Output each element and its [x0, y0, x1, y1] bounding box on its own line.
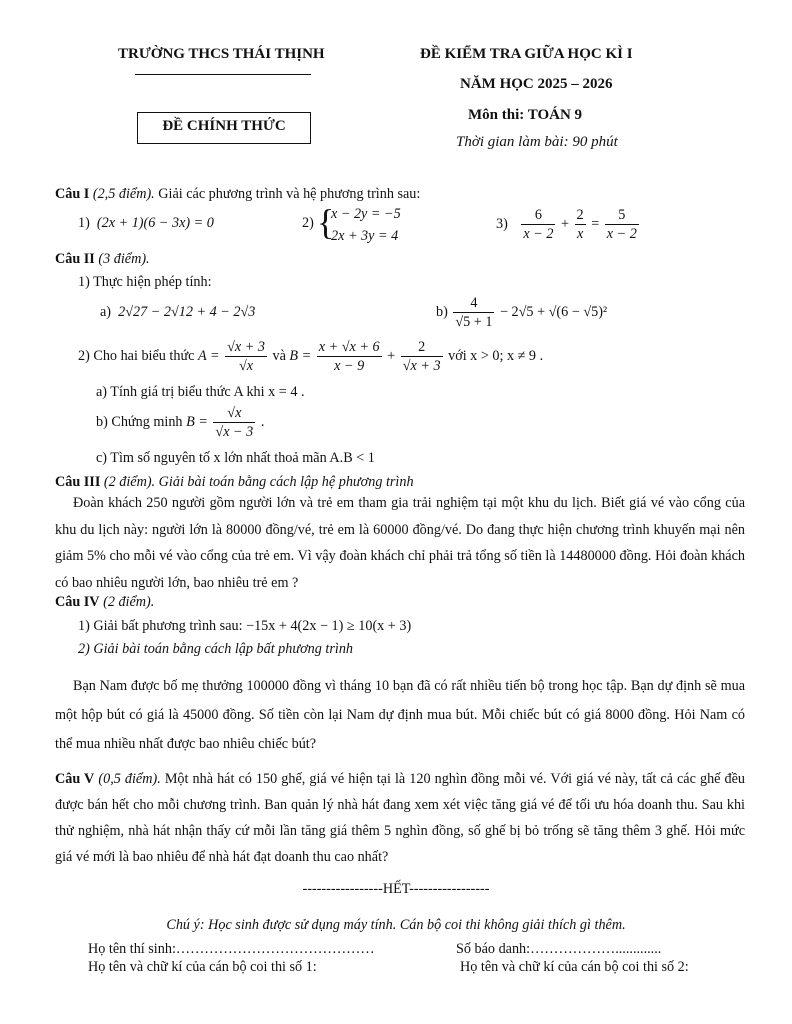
q2-s1b-frac: $\frac{4}{√5 + 1}$ [455, 295, 493, 330]
q3-text: Đoàn khách 250 người gồm người lớn và trẻ em tham gia trải nghiệm tại một khu du lịch. Biết giá vé vào cổng của khu du lịch này: người lớn là 80000 đồng/vé, trẻ em là 60000 đồng/vé. Do đang thực hiện chương trình khuyến mại nên giảm 5% cho mỗi vé vào cổng của trẻ em. Vì vậy đoàn khách chỉ phải trả tổng số tiền là 14480000 đồng. Hỏi đoàn khách có bao nhiêu người lớn, bao nhiêu trẻ em ? [55, 495, 745, 591]
q2-s1: 1) Thực hiện phép tính: [78, 274, 212, 290]
proctor-2: Họ tên và chữ kí của cán bộ coi thi số 2: [460, 959, 689, 975]
candidate-number: Số báo danh:………………............. [456, 941, 662, 957]
q2-label: Câu II [55, 251, 95, 267]
q2-A-frac: $\frac{√x + 3}{√x}$ [227, 339, 265, 374]
q2-points: (3 điểm). [98, 251, 150, 267]
q4-s1: 1) Giải bất phương trình sau: −15x + 4(2x − 1) ≥ 10(x + 3) [78, 618, 412, 634]
q1-p3-num: 3) [496, 216, 508, 232]
q3-heading [55, 474, 414, 491]
q1-p3-frac3: $\frac{5}{x - 2}$ [606, 207, 637, 242]
school-underline [135, 74, 311, 75]
q3-points: (2 điểm). [103, 474, 156, 490]
q1-p2-eq1: x − 2y = −5 [331, 206, 401, 222]
candidate-name: Họ tên thí sinh:…………………………………… [88, 941, 375, 957]
q1-intro: Giải các phương trình và hệ phương trình sau: [154, 186, 421, 202]
q2-s2c: c) Tìm số nguyên tố x lớn nhất thoả mãn A.B < 1 [96, 450, 375, 466]
q1-brace: { [317, 202, 335, 242]
q3-subtitle: Giải bài toán bằng cách lập hệ phương trình [155, 474, 414, 490]
school-name: TRƯỜNG THCS THÁI THỊNH [118, 46, 325, 62]
q5-label: Câu V [55, 771, 95, 787]
q2-heading [55, 251, 150, 268]
q2-s2: 2) Cho hai biểu thức A = $\frac{√x + 3}{√x}$ và B = $\frac{x + √x + 6}{x - 9}$ + $\frac{2}{√x + 3}$ với x > 0; x ≠ 9 . [78, 339, 544, 374]
q1-p3-frac2: $\frac{2}{x}$ [576, 207, 584, 242]
q2-s1a-expr: 2√27 − 2√12 + 4 − 2√3 [118, 304, 256, 320]
exam-title: ĐỀ KIỂM TRA GIỮA HỌC KÌ I [420, 46, 633, 62]
q2-s2a: a) Tính giá trị biểu thức A khi x = 4 . [96, 384, 305, 400]
end-marker: -----------------HẾT----------------- [302, 881, 490, 897]
q5-points: (0,5 điểm). [98, 771, 161, 787]
q1-part2-num: 2) [302, 215, 314, 231]
q2-s1b-rest: − 2√5 + √(6 − √5)² [500, 304, 608, 320]
q1-part1 [78, 215, 214, 232]
q1-part3 [496, 206, 641, 243]
q2-s1b: b) $\frac{4}{√5 + 1}$ − 2√5 + √(6 − √5)² [436, 295, 608, 330]
q4-points: (2 điểm). [103, 594, 155, 610]
q1-p1-eq: (2x + 1)(6 − 3x) = 0 [96, 215, 214, 231]
q1-p3-frac1: $\frac{6}{x - 2}$ [523, 207, 554, 242]
q5-block [55, 766, 745, 870]
q2-B-frac2: $\frac{2}{√x + 3}$ [402, 339, 441, 374]
footer-note: Chú ý: Học sinh được sử dụng máy tính. Cán bộ coi thi không giải thích gì thêm. [166, 917, 626, 933]
q1-p1-num: 1) [78, 215, 90, 231]
subject: Môn thi: TOÁN 9 [468, 107, 583, 123]
q3-label: Câu III [55, 474, 101, 490]
q4-heading [55, 594, 154, 611]
q1-points: (2,5 điểm). [92, 186, 155, 202]
q4-s2: 2) Giải bài toán bằng cách lập bất phương trình [78, 641, 354, 657]
q2-s2b: b) Chứng minh B = $\frac{√x}{√x - 3}$ . [96, 405, 265, 440]
q1-label: Câu I [55, 186, 90, 202]
school-year: NĂM HỌC 2025 – 2026 [460, 76, 613, 92]
q1-p2-eq2: 2x + 3y = 4 [331, 228, 399, 244]
q5-text: Một nhà hát có 150 ghế, giá vé hiện tại là 120 nghìn đồng mỗi vé. Với giá vé này, tất cả các ghế đều được bán hết cho mỗi chương trình. Ban quản lý nhà hát đang xem xét việc tăng giá vé để tối ưu hóa doanh thu. Sau khi thử nghiệm, nhà hát nhận thấy cứ mỗi lần tăng giá thêm 5 nghìn đồng, số ghế bị bỏ trống sẽ tăng thêm 3 ghế. Hỏi mức giá vé mới là bao nhiêu để nhà hát đạt doanh thu cao nhất? [55, 771, 746, 865]
q1-heading [55, 186, 420, 203]
official-label: ĐỀ CHÍNH THỨC [162, 118, 286, 134]
q1-p3-plus: + [560, 216, 569, 232]
q2-s1a: a) 2√27 − 2√12 + 4 − 2√3 [100, 304, 256, 320]
q2-s2b-frac: $\frac{√x}{√x - 3}$ [215, 405, 254, 440]
q4-label: Câu IV [55, 594, 100, 610]
q4-text: Bạn Nam được bố mẹ thưởng 100000 đồng vì tháng 10 bạn đã có rất nhiều tiến bộ trong học tập. Bạn dự định sẽ mua một hộp bút có giá là 45000 đồng. Số tiền còn lại Nam dự định mua bút. Mỗi chiếc bút có giá 8000 đồng. Hỏi Nam có thể mua nhiều nhất được bao nhiêu chiếc bút? [55, 678, 745, 752]
q2-B-frac1: $\frac{x + √x + 6}{x - 9}$ [318, 339, 380, 374]
duration: Thời gian làm bài: 90 phút [456, 134, 618, 150]
proctor-1: Họ tên và chữ kí của cán bộ coi thi số 1: [88, 959, 317, 975]
q1-p3-equals: = [591, 216, 600, 232]
